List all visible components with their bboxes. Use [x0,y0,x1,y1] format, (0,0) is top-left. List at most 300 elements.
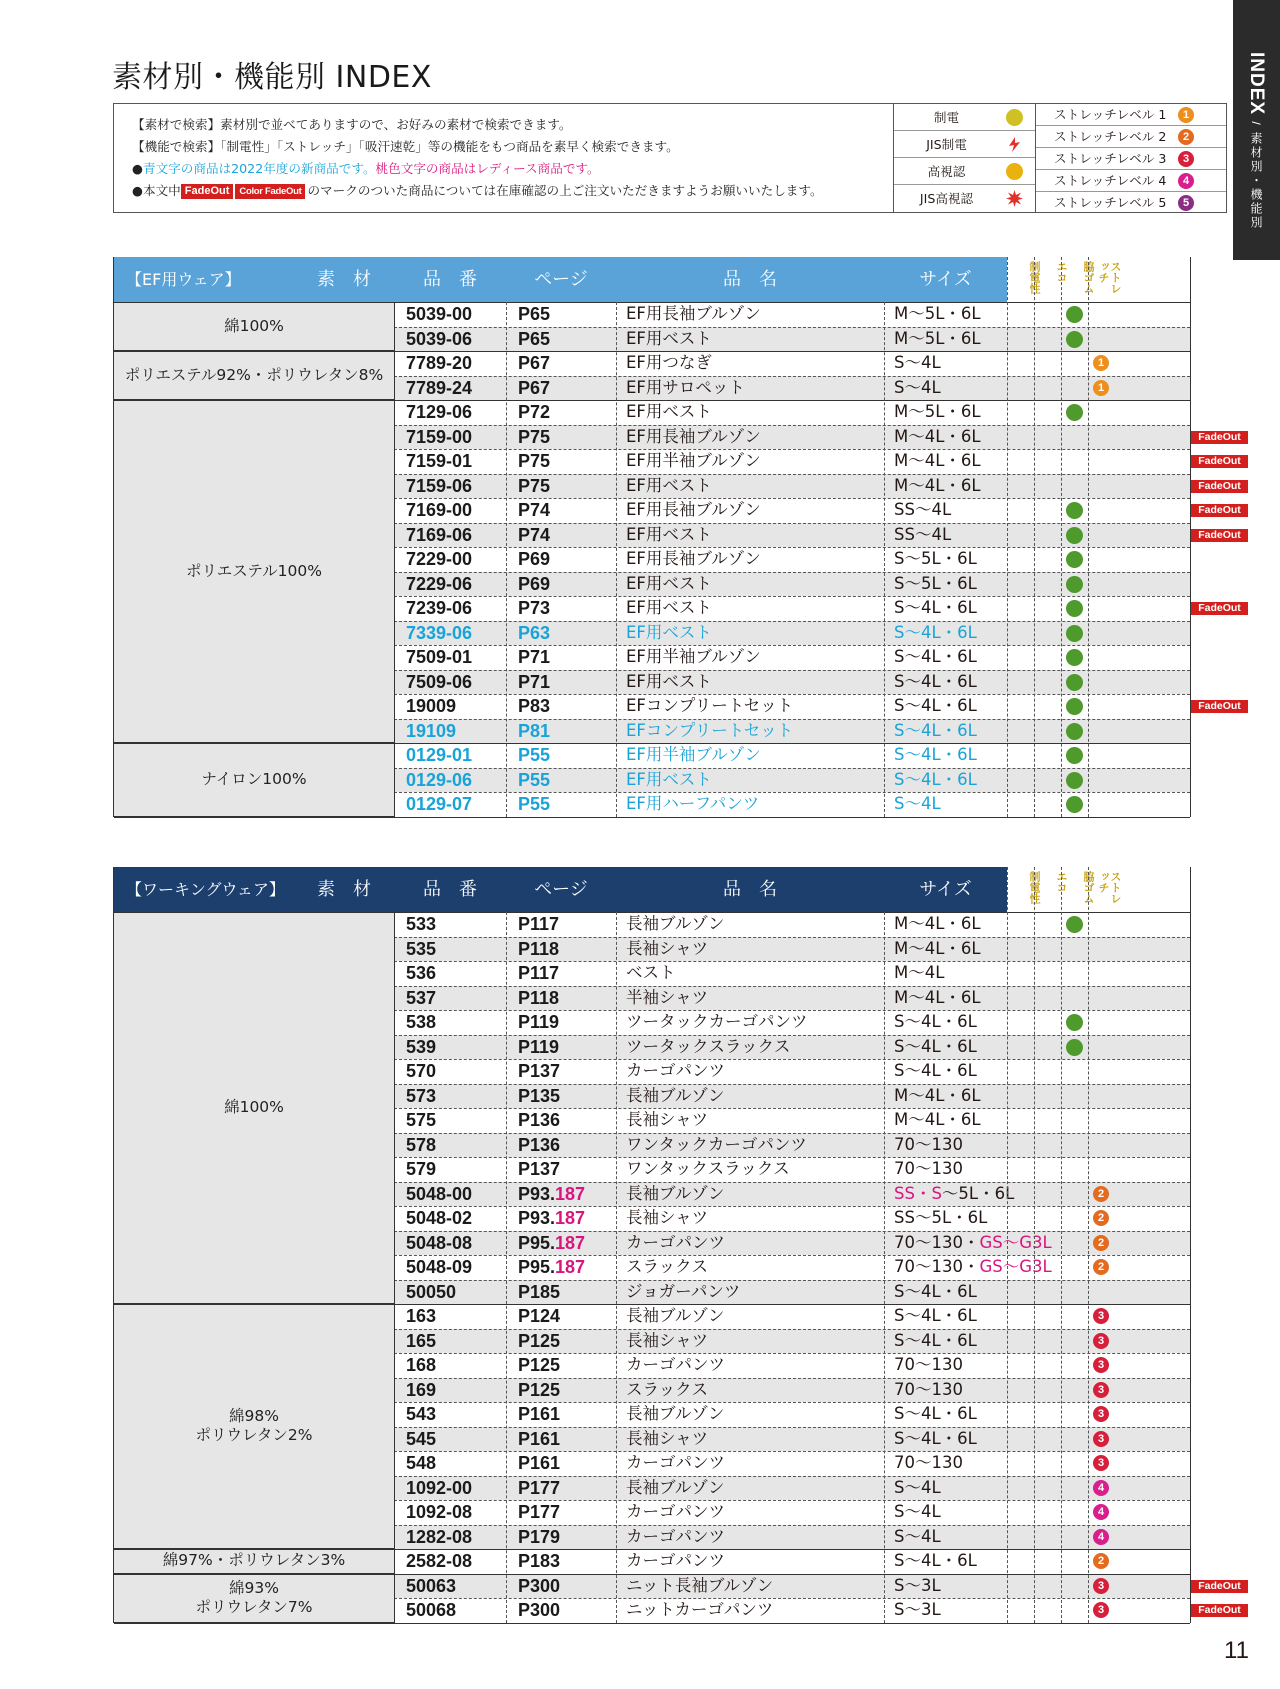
page-ref-ladies: 187 [555,1257,586,1277]
table-row [394,1598,1191,1623]
size-main: S～4L [894,1502,941,1521]
row-divider [394,1108,1190,1109]
page-ref-main: P179 [518,1526,561,1547]
fadeout-badge: FadeOut [1191,529,1248,542]
row-divider [394,1084,1190,1085]
page-ref [518,449,550,474]
page-ref [518,327,550,352]
header-antistatic: 制電性 [1028,261,1041,294]
row-divider [394,596,1190,597]
stretch-level-icon: 3 [1093,1406,1109,1422]
size-main: M～4L・6L [894,426,981,446]
product-name: 長袖ブルゾン [626,914,725,933]
stretch-4-icon: 4 [1178,173,1194,189]
table-row [394,621,1191,646]
size-main: S～4L・6L [894,671,977,691]
product-name: EF用ベスト [626,598,712,617]
col-divider [1190,867,1191,1623]
material-label: 綿93% ポリウレタン7% [195,1578,313,1616]
table-row [394,351,1191,376]
page-ref-main: P71 [518,647,551,667]
stretch-level-icon: 2 [1093,1235,1109,1251]
col-divider [394,302,395,817]
page-ref [518,1598,560,1623]
product-code: 50063 [406,1575,457,1596]
material-cell [114,351,394,400]
function-legend [893,103,1036,213]
lightning-icon [1006,136,1023,153]
page-ref-main: P67 [518,377,551,398]
index-side-tab [1233,0,1280,260]
note-line-1: 【素材で検索】素材別で並べてありますので、お好みの素材で検索できます。 [132,117,572,132]
size-main: S～4L・6L [894,1012,977,1031]
size-range [894,1353,963,1378]
stretch-5-icon: 5 [1178,195,1194,211]
page-ref-main: P74 [518,500,551,520]
side-rubber-dot-icon [1066,649,1083,666]
side-rubber-dot-icon [1066,723,1083,740]
header-page: ページ [534,879,588,900]
row-divider [394,1255,1190,1256]
side-rubber-dot-icon [1066,1039,1083,1056]
page-ref-main: P135 [518,1085,561,1106]
size-main: S～3L [894,1575,941,1595]
fadeout-badge: FadeOut [1191,1580,1248,1593]
size-main: S～4L・6L [894,720,977,740]
legend-row: 制電 [894,104,1035,131]
side-rubber-dot-icon [1066,674,1083,691]
page-ref [518,670,550,695]
table-row [394,719,1191,744]
side-rubber-dot-icon [1066,698,1083,715]
size-range [894,1231,1052,1256]
product-code: 535 [406,938,437,959]
size-main: M～5L・6L [894,402,981,421]
side-rubber-dot-icon [1066,772,1083,789]
stretch-2-icon: 2 [1178,129,1194,145]
row-divider [394,1133,1190,1134]
page-ref [518,1378,560,1403]
header-eco: エコ [1055,871,1068,893]
product-code: 539 [406,1036,437,1057]
product-code: 5048-02 [406,1208,473,1228]
product-name: 長袖シャツ [626,938,709,958]
material-cell [114,1574,394,1623]
page-ref-main: P65 [518,304,551,324]
table-row [394,1329,1191,1354]
group-divider [114,817,1190,818]
product-code: 50050 [406,1281,457,1302]
size-range [894,1133,963,1158]
product-name: カーゴパンツ [626,1355,725,1374]
size-range [894,912,981,937]
size-main: S～4L・6L [894,1428,977,1448]
page-ref [518,1255,585,1280]
page-ref-main: P55 [518,794,551,814]
stretch-level-icon: 2 [1093,1186,1109,1202]
table-row [394,645,1191,670]
product-code: 19009 [406,696,457,716]
product-code: 5048-08 [406,1232,473,1253]
product-code: 536 [406,963,437,983]
product-code: 7239-06 [406,598,473,618]
product-code: 169 [406,1379,437,1400]
page-ref [518,621,550,646]
table-row [394,1133,1191,1158]
table-row [394,1108,1191,1133]
table-row [394,1402,1191,1427]
product-name: カーゴパンツ [626,1551,725,1570]
product-code: 543 [406,1404,437,1424]
col-divider [1034,867,1035,1623]
row-divider [394,694,1190,695]
size-range [894,547,977,572]
size-range [894,1206,987,1231]
size-main: M～4L・6L [894,451,981,470]
row-divider [394,792,1190,793]
row-divider [394,1378,1190,1379]
page-ref [518,768,550,793]
fadeout-badge: FadeOut [1191,700,1248,713]
size-range [894,1329,977,1354]
page-ref-main: P137 [518,1061,561,1081]
product-name: EF用サロペット [626,377,745,397]
stretch-level-icon: 4 [1093,1504,1109,1520]
group-divider [114,912,1190,913]
product-name: 長袖ブルゾン [626,1085,725,1105]
table-row [394,376,1191,401]
product-code: 545 [406,1428,437,1449]
stretch-1-icon: 1 [1178,107,1194,123]
page-ref-main: P72 [518,402,551,422]
product-code: 538 [406,1012,437,1032]
product-code: 168 [406,1355,437,1375]
row-divider [394,986,1190,987]
side-rubber-dot-icon [1066,747,1083,764]
page-ref [518,694,550,719]
product-code: 578 [406,1134,437,1155]
page-ref-main: P136 [518,1134,561,1155]
fadeout-badge: FadeOut [1191,431,1248,444]
product-code: 7509-01 [406,647,473,667]
material-label: 綿100% [224,1098,284,1116]
page-ref-main: P125 [518,1330,561,1351]
table-row [394,400,1191,425]
legend-row: JIS制電 [894,131,1035,158]
size-main: S～4L・6L [894,1330,977,1350]
table-row [394,1157,1191,1182]
size-main: 70～130 [894,1453,963,1472]
stretch-level-icon: 3 [1093,1333,1109,1349]
product-code: 537 [406,987,437,1008]
orange-dot-icon [1006,163,1023,180]
product-name: スラックス [626,1379,709,1399]
page-ref [518,719,550,744]
page-ref [518,1353,560,1378]
product-name: 長袖シャツ [626,1330,709,1350]
page-ref-main: P95. [518,1257,556,1277]
header-material: 素 材 [317,879,371,900]
product-code: 7159-06 [406,475,473,496]
page-ref-main: P161 [518,1404,561,1424]
page-ref [518,1574,560,1599]
page-ref-main: P75 [518,426,551,447]
product-code: 0129-06 [406,769,473,790]
size-range [894,1476,941,1501]
working-wear-table [113,867,1241,1623]
header-size: サイズ [919,269,972,290]
page-ref [518,912,559,937]
size-range [894,351,941,376]
product-name: EF用ベスト [626,402,712,421]
product-code: 5039-06 [406,328,473,349]
material-label: ポリエステル92%・ポリウレタン8% [124,365,384,384]
page-ref [518,792,550,817]
table-header [114,867,1007,912]
product-name: ベスト [626,963,676,982]
product-code: 7159-01 [406,451,473,471]
page-ref [518,1133,560,1158]
page-ref-main: P93. [518,1183,556,1204]
table-row [394,327,1191,352]
row-divider [394,719,1190,720]
page-ref [518,1525,560,1550]
product-code: 7339-06 [406,622,473,643]
product-name: EF用長袖ブルゾン [626,549,761,568]
size-main: M～4L・6L [894,914,981,933]
page-ref [518,1206,585,1231]
product-code: 1282-08 [406,1526,473,1547]
stretch-level-icon: 3 [1093,1455,1109,1471]
row-divider [394,1451,1190,1452]
size-main: S～4L・6L [894,1281,977,1301]
table-row [394,449,1191,474]
table-row [394,1280,1191,1305]
side-rubber-dot-icon [1066,331,1083,348]
section-title: 【EF用ウェア】 [126,270,241,289]
page-ref-main: P69 [518,549,551,569]
side-rubber-dot-icon [1066,404,1083,421]
fadeout-badge: FadeOut [1191,504,1248,517]
col-divider [1007,867,1008,1623]
size-range [894,572,977,597]
row-divider [394,1010,1190,1011]
product-name: 長袖ブルゾン [626,1306,725,1325]
size-main: 70～130・ [894,1257,980,1276]
size-main: 70～130 [894,1159,963,1178]
product-name: EF用半袖ブルゾン [626,451,761,470]
size-range [894,400,981,425]
product-name: 長袖シャツ [626,1428,709,1448]
page-ref [518,572,550,597]
page-ref [518,961,559,986]
product-code: 7229-06 [406,573,473,594]
product-code: 165 [406,1330,437,1351]
note-line-4: ●本文中 FadeOut Color FadeOut のマークのついた商品については在庫確認の上ご注文いただきますようお願いいたします。 [132,183,823,198]
header-side-rubber: 脇ゴム [1082,871,1095,904]
size-range [894,645,977,670]
size-main: S～4L [894,1477,941,1497]
stretch-level-icon: 2 [1093,1259,1109,1275]
material-cell [114,302,394,351]
page-ref [518,1084,560,1109]
size-main: M～5L・6L [894,328,981,348]
page-ref-main: P117 [518,963,560,983]
size-range [894,1059,977,1084]
row-divider [394,961,1190,962]
side-rubber-dot-icon [1066,527,1083,544]
product-name: ジョガーパンツ [626,1281,741,1301]
table-row [394,547,1191,572]
table-row [394,1304,1191,1329]
page-ref-main: P125 [518,1355,561,1375]
stretch-level-icon: 3 [1093,1357,1109,1373]
size-range [894,376,941,401]
row-divider [394,1598,1190,1599]
product-code: 163 [406,1306,437,1326]
header-eco: エコ [1055,261,1068,283]
fadeout-badge: FadeOut [1191,1604,1248,1617]
product-code: 570 [406,1061,437,1081]
group-divider [114,302,1190,303]
page-ref [518,1427,560,1452]
header-page: ページ [534,269,588,290]
page-ref [518,986,559,1011]
note-ladies-text: 桃色文字の商品はレディース商品です。 [375,161,600,176]
material-cell [114,743,394,817]
size-range [894,1525,941,1550]
page-ref-main: P177 [518,1502,561,1522]
size-main: M～5L・6L [894,304,981,323]
stretch-level-icon: 3 [1093,1578,1109,1594]
page-ref [518,547,550,572]
page-ref-main: P71 [518,671,551,692]
stretch-3-icon: 3 [1178,151,1194,167]
size-main: S～4L [894,794,941,813]
page-ref [518,474,550,499]
page-ref-main: P300 [518,1600,561,1620]
stretch-level-icon: 3 [1093,1602,1109,1618]
product-code: 5048-00 [406,1183,473,1204]
size-ladies: GS～G3L [979,1232,1052,1252]
stretch-level-icon: 2 [1093,1210,1109,1226]
size-range [894,523,951,548]
col-divider [884,912,885,1623]
side-rubber-dot-icon [1066,916,1083,933]
size-main: S～5L・6L [894,549,977,568]
size-main: S～4L・6L [894,1404,977,1423]
row-divider [394,937,1190,938]
page-number: 11 [1224,1637,1249,1664]
product-name: EF用長袖ブルゾン [626,500,761,519]
material-label: ナイロン100% [201,769,307,788]
page-ref-main: P118 [518,938,560,959]
table-header [114,257,1007,302]
product-code: 7169-06 [406,524,473,545]
size-range [894,474,981,499]
product-code: 7129-06 [406,402,473,422]
product-name: 長袖シャツ [626,1110,709,1129]
legend-row: 高視認 [894,158,1035,185]
header-side-rubber: 脇ゴム [1082,261,1095,294]
size-main: S～5L・6L [894,573,977,593]
page-ref-main: P185 [518,1281,561,1302]
product-name: EF用ベスト [626,671,712,691]
page-ref-main: P93. [518,1208,556,1228]
product-code: 0129-07 [406,794,473,814]
header-code: 品 番 [423,269,477,290]
page-title: 素材別・機能別 INDEX [112,60,432,95]
size-range [894,1598,941,1623]
product-name: EF用ベスト [626,328,712,348]
table-row [394,1378,1191,1403]
size-main: S～4L・6L [894,598,977,617]
stretch-level-icon: 4 [1093,1529,1109,1545]
product-code: 5039-00 [406,304,473,324]
col-divider [1034,257,1035,817]
note-line-3: ●青文字の商品は2022年度の新商品です。桃色文字の商品はレディース商品です。 [132,161,600,176]
section-title: 【ワーキングウェア】 [126,880,285,899]
material-cell [114,912,394,1304]
size-range [894,694,977,719]
size-range [894,1500,941,1525]
row-divider [394,547,1190,548]
size-range [894,986,981,1011]
side-tab-sub: / 素材別・機能別 [1249,121,1263,231]
page-ref-main: P161 [518,1428,561,1449]
header-code: 品 番 [423,879,477,900]
table-row [394,986,1191,1011]
side-rubber-dot-icon [1066,796,1083,813]
product-code: 5048-09 [406,1257,473,1277]
header-stretch: ストレッチ [1097,871,1122,904]
col-divider [616,302,617,817]
row-divider [394,1500,1190,1501]
side-rubber-dot-icon [1066,625,1083,642]
product-code: 7789-20 [406,353,473,373]
row-divider [394,1059,1190,1060]
product-code: 7789-24 [406,377,473,398]
size-range [894,498,951,523]
product-name: 長袖ブルゾン [626,1404,725,1423]
page-ref [518,1182,585,1207]
size-range [894,1157,963,1182]
row-divider [394,768,1190,769]
page-ref [518,596,550,621]
size-range [894,449,981,474]
size-main: S～3L [894,1600,941,1619]
size-range [894,302,981,327]
page-ref-main: P300 [518,1575,561,1596]
material-label: 綿97%・ポリウレタン3% [162,1551,346,1570]
row-divider [394,1402,1190,1403]
size-main: 70～130 [894,1355,963,1374]
group-divider [114,1549,1190,1550]
product-name: ニットカーゴパンツ [626,1600,774,1619]
product-name: EF用ハーフパンツ [626,794,760,813]
table-row [394,1574,1191,1599]
size-main: M～4L・6L [894,987,981,1007]
page-ref-main: P137 [518,1159,561,1179]
ef-wear-table [113,257,1241,817]
material-label: 綿98% ポリウレタン2% [195,1407,313,1444]
size-range [894,1084,981,1109]
fadeout-badge: FadeOut [181,184,234,199]
col-divider [1088,867,1089,1623]
table-row [394,743,1191,768]
header-antistatic: 制電性 [1028,871,1041,904]
product-code: 575 [406,1110,437,1130]
